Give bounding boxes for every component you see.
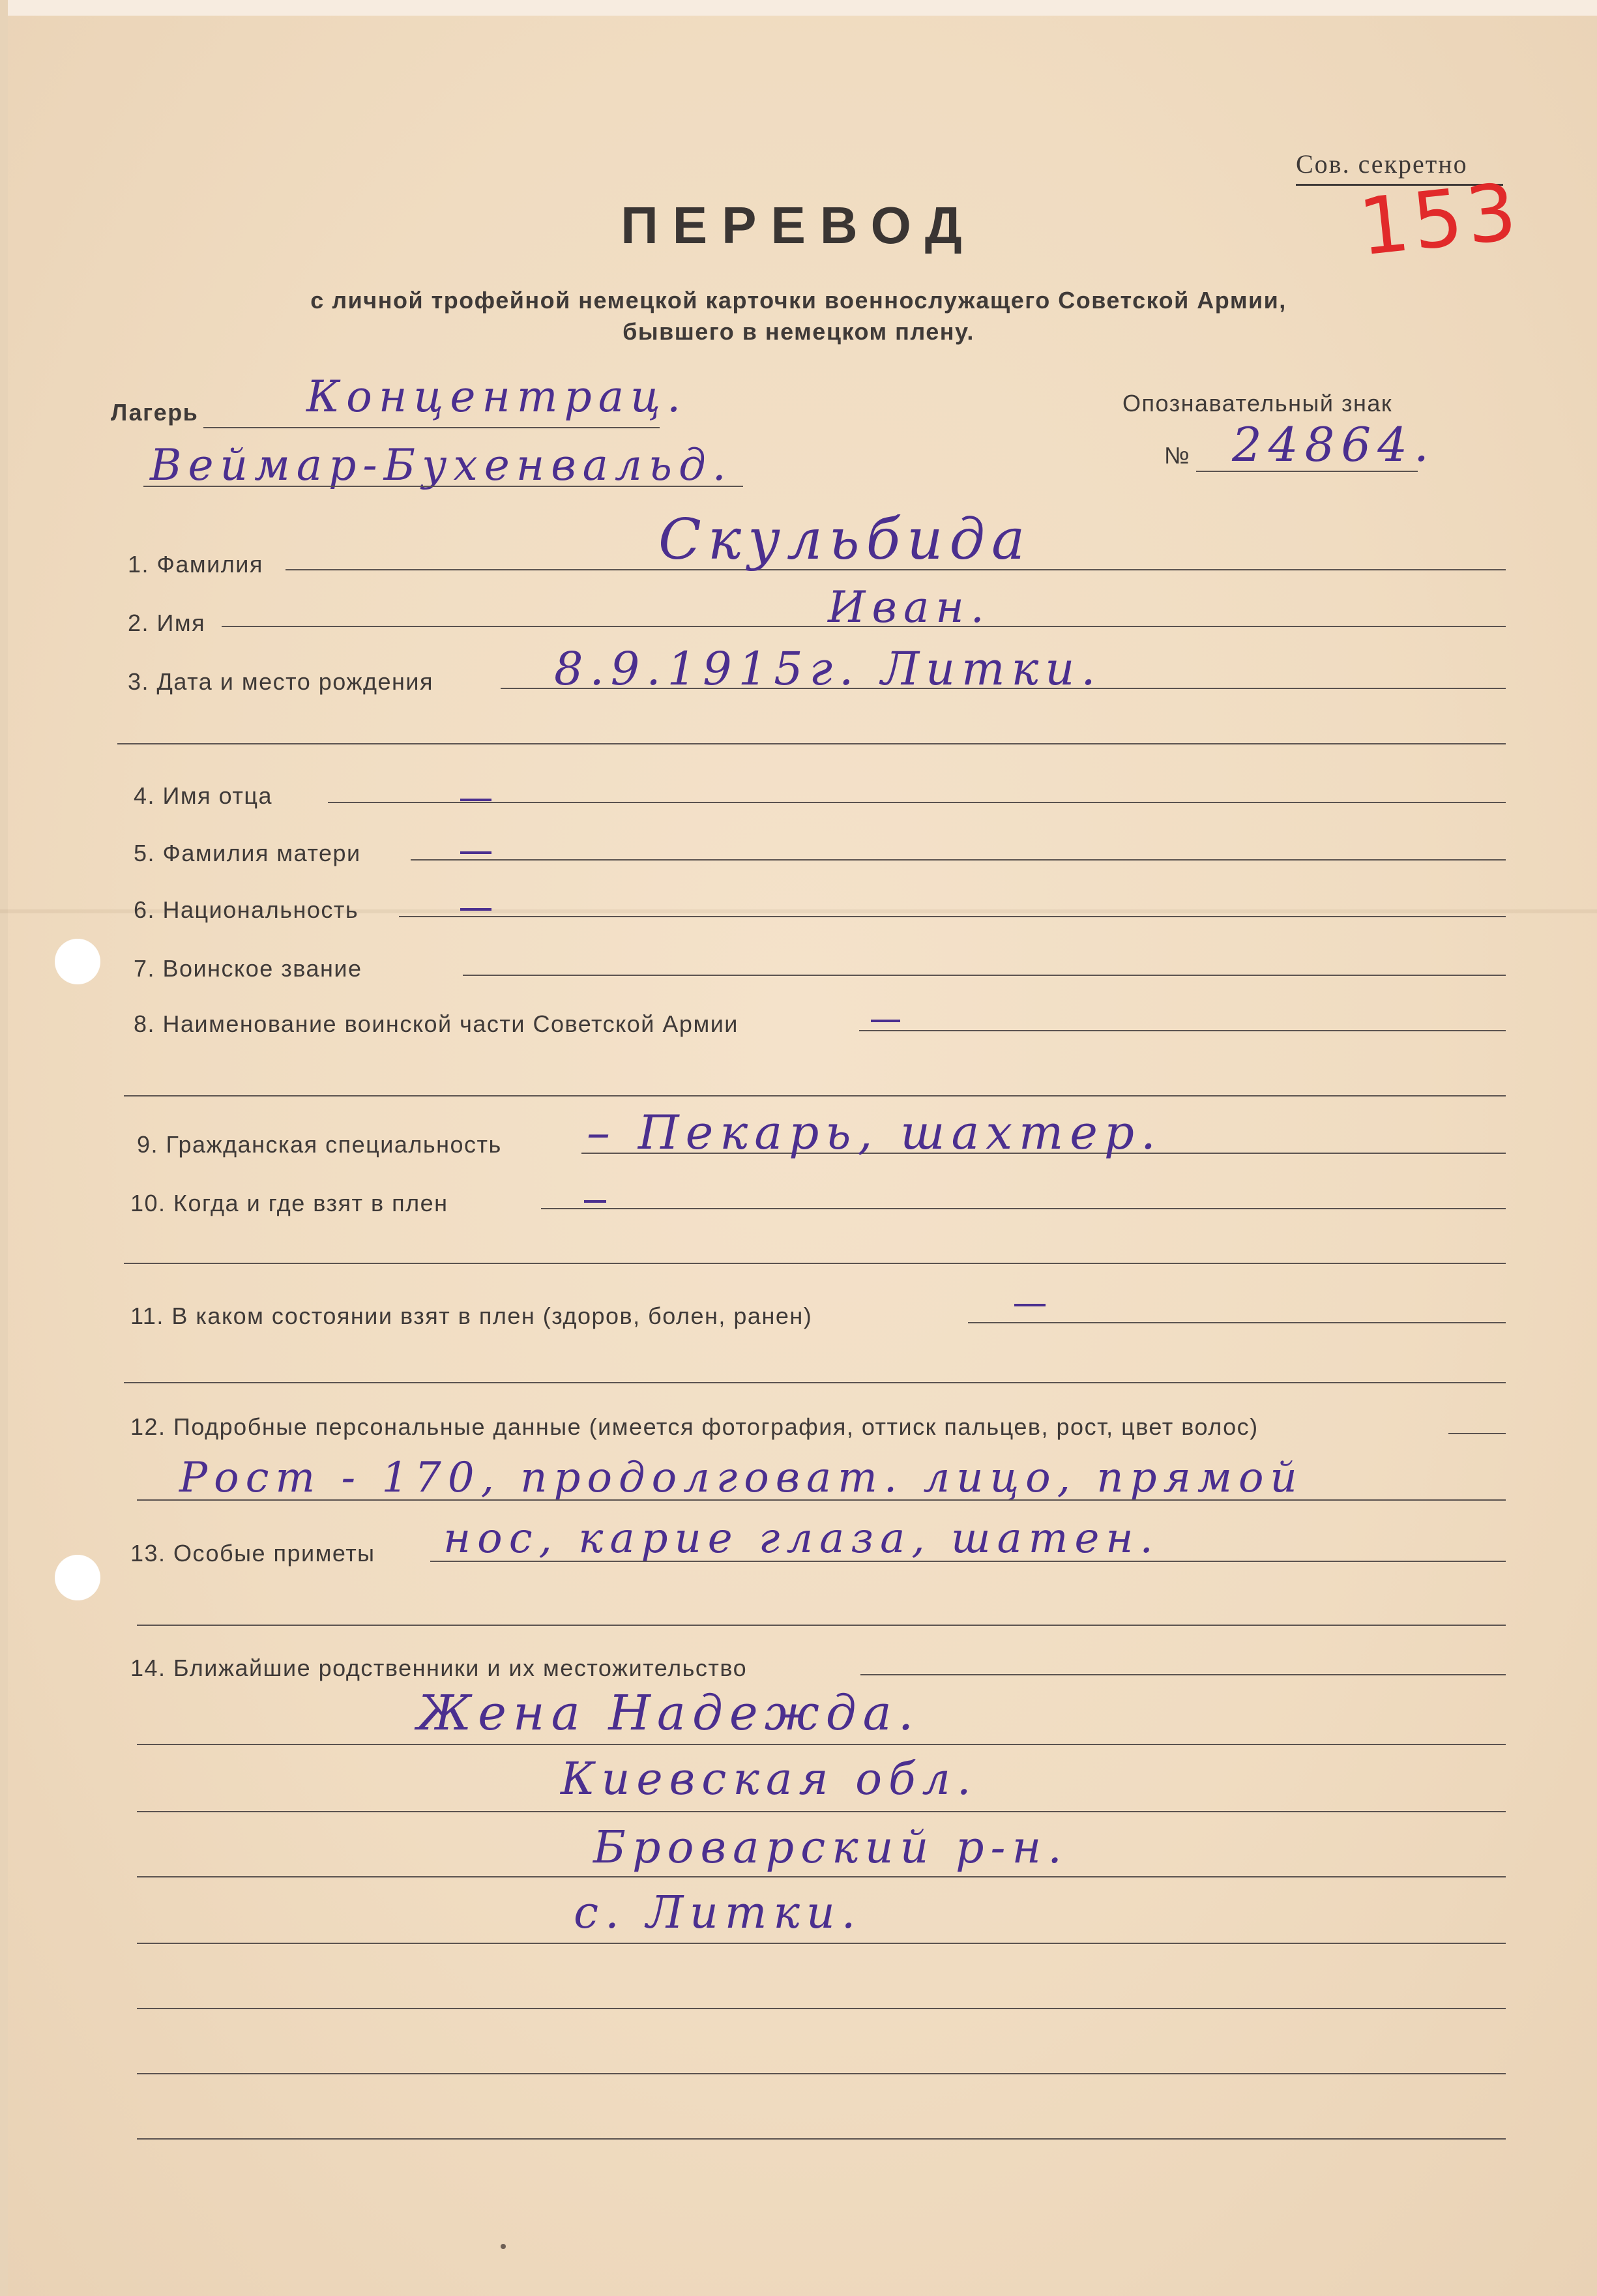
camp-value-line2: Веймар-Бухенвальд. [150, 440, 733, 490]
field-label-name: 2. Имя [128, 610, 206, 636]
field-rule-captured-2 [124, 1263, 1506, 1264]
field-label-features: 13. Особые приметы [130, 1540, 375, 1567]
field-value-condition [1014, 1304, 1046, 1306]
document-title: ПЕРЕВОД [621, 196, 976, 254]
field-rule-condition-2 [124, 1382, 1506, 1383]
field-rule-unit-2 [124, 1095, 1506, 1096]
id-underline [1196, 471, 1418, 472]
field-rule-rank [463, 975, 1506, 976]
paper-speck [501, 2244, 506, 2249]
field-label-captured: 10. Когда и где взят в плен [130, 1190, 448, 1216]
field-rule-personal [1448, 1433, 1506, 1434]
field-value-nationality [460, 908, 491, 911]
relatives-rule-1 [137, 1744, 1506, 1745]
id-value: 24864. [1232, 417, 1435, 472]
field-label-rank: 7. Воинское звание [134, 955, 362, 982]
field-label-condition: 11. В каком состоянии взят в плен (здоров, болен, ранен) [130, 1303, 813, 1329]
camp-label: Лагерь [111, 399, 199, 426]
relatives-line-3: Броварский р-н. [593, 1822, 1068, 1874]
punch-hole-lower [55, 1555, 100, 1600]
relatives-rule-7 [137, 2138, 1506, 2140]
field-label-nationality: 6. Национальность [134, 896, 359, 923]
field-label-personal: 12. Подробные персональные данные (имеется фотография, оттиск пальцев, рост, цвет волос) [130, 1413, 1259, 1440]
document-subtitle-line2: бывшего в немецком плену. [623, 318, 974, 345]
field-rule-birth-2 [117, 743, 1506, 744]
relatives-line-1: Жена Надежда. [417, 1685, 920, 1741]
field-rule-features-2 [137, 1625, 1506, 1626]
field-value-name: Иван. [828, 582, 991, 632]
relatives-rule-5 [137, 2008, 1506, 2009]
field-label-profession: 9. Гражданская специальность [137, 1131, 502, 1158]
camp-underline [203, 427, 660, 428]
number-sign: № [1164, 442, 1191, 469]
field-label-mother: 5. Фамилия матери [134, 840, 361, 866]
field-rule-personal-2 [137, 1499, 1506, 1501]
document-subtitle-line1: с личной трофейной немецкой карточки военнослужащего Советской Армии, [310, 287, 1287, 314]
field-rule-mother [411, 859, 1506, 861]
field-rule-father [328, 802, 1506, 803]
camp-underline-2 [143, 486, 743, 487]
field-rule-nationality [399, 916, 1506, 917]
field-rule-relatives [860, 1674, 1506, 1675]
relatives-line-4: с. Литки. [574, 1887, 862, 1939]
field-value-mother [460, 851, 491, 854]
field-label-father: 4. Имя отца [134, 782, 273, 809]
relatives-rule-2 [137, 1811, 1506, 1812]
field-label-relatives: 14. Ближайшие родственники и их местожительство [130, 1655, 748, 1681]
relatives-rule-6 [137, 2073, 1506, 2074]
field-label-unit: 8. Наименование воинской части Советской Армии [134, 1010, 739, 1037]
field-value-father [460, 799, 491, 801]
id-label: Опознавательный знак [1122, 390, 1393, 417]
punch-hole-upper [55, 939, 100, 984]
field-value-profession: – Пекарь, шахтер. [587, 1105, 1162, 1160]
camp-value-line1: Концентрац. [306, 372, 688, 422]
field-label-birth: 3. Дата и место рождения [128, 668, 433, 695]
field-value-captured [584, 1200, 606, 1203]
field-value-features: нос, карие глаза, шатен. [443, 1514, 1160, 1563]
field-label-surname: 1. Фамилия [128, 551, 263, 578]
field-rule-condition [968, 1322, 1506, 1323]
handwritten-red-number: 153 [1355, 166, 1525, 274]
field-value-surname: Скульбида [658, 507, 1032, 572]
field-rule-captured [541, 1208, 1506, 1209]
relatives-rule-4 [137, 1943, 1506, 1944]
field-value-unit [871, 1020, 900, 1022]
field-value-birth: 8.9.1915г. Литки. [554, 642, 1102, 696]
paper-top-edge [0, 0, 1597, 16]
field-rule-unit [859, 1030, 1506, 1031]
relatives-rule-3 [137, 1876, 1506, 1877]
relatives-line-2: Киевская обл. [561, 1754, 978, 1805]
field-value-personal: Рост - 170, продолговат. лицо, прямой [179, 1454, 1304, 1502]
classification-label: Сов. секретно [1296, 149, 1468, 179]
